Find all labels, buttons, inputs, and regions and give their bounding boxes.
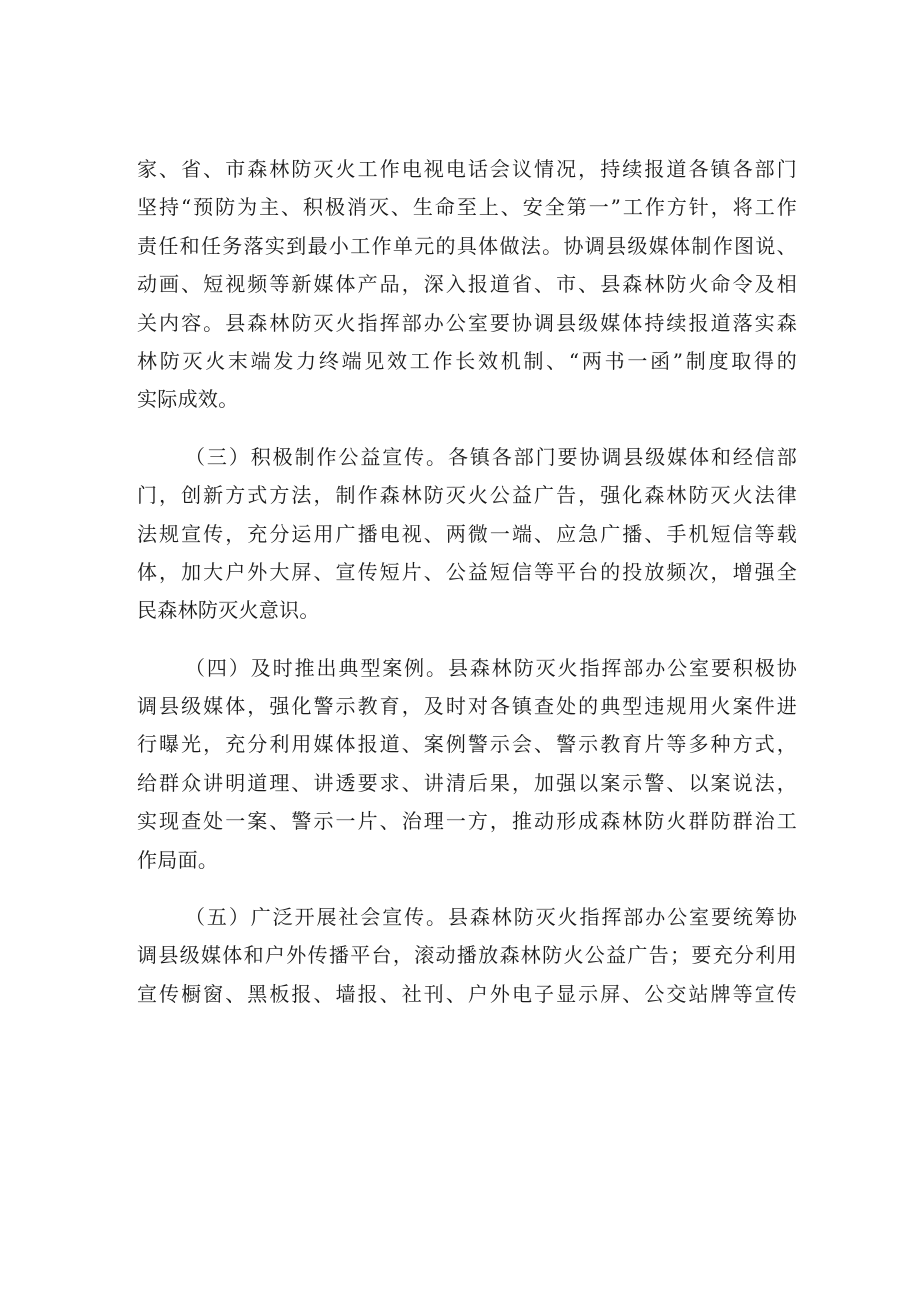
text-line: 宣传橱窗、黑板报、墙报、社刊、户外电子显示屏、公交站牌等宣传 <box>137 981 797 1006</box>
text-line: 民森林防灭火意识。 <box>137 598 320 623</box>
paragraph-gap <box>137 879 797 898</box>
text-line: 行曝光，充分利用媒体报道、案例警示会、警示教育片等多种方式， <box>137 732 797 757</box>
text-line: 实现查处一案、警示一片、治理一方，推动形成森林防火群防群治工 <box>137 809 797 834</box>
text-line: 门，创新方式方法，制作森林防灭火公益广告，强化森林防灭火法律 <box>137 483 797 508</box>
text-line: 动画、短视频等新媒体产品，深入报道省、市、县森林防火命令及相 <box>137 272 797 297</box>
text-line: 法规宣传，充分运用广播电视、两微一端、应急广播、手机短信等载 <box>137 521 797 546</box>
text-line: （四）及时推出典型案例。县森林防灭火指挥部办公室要积极协 <box>185 655 797 680</box>
text-line: 坚持“预防为主、积极消灭、生命至上、安全第一”工作方针，将工作 <box>137 195 797 220</box>
paragraph-continuation <box>137 150 797 419</box>
text-line: 给群众讲明道理、讲透要求、讲清后果，加强以案示警、以案说法， <box>137 770 797 795</box>
text-line: 实际成效。 <box>137 387 239 412</box>
paragraph-section-5 <box>137 898 797 1013</box>
text-line: 作局面。 <box>137 847 219 872</box>
text-line: 调县级媒体和户外传播平台，滚动播放森林防火公益广告；要充分利用 <box>137 943 797 968</box>
paragraph-section-3 <box>137 438 797 630</box>
text-line: 林防灭火末端发力终端见效工作长效机制、“两书一函”制度取得的 <box>137 348 797 373</box>
document-body <box>137 150 797 1013</box>
text-line: （五）广泛开展社会宣传。县森林防灭火指挥部办公室要统筹协 <box>185 905 797 930</box>
text-line: （三）积极制作公益宣传。各镇各部门要协调县级媒体和经信部 <box>185 444 797 469</box>
paragraph-gap <box>137 419 797 438</box>
text-line: 家、省、市森林防灭火工作电视电话会议情况，持续报道各镇各部门 <box>137 157 797 181</box>
text-line: 责任和任务落实到最小工作单元的具体做法。协调县级媒体制作图说、 <box>137 233 797 258</box>
text-line: 体，加大户外大屏、宣传短片、公益短信等平台的投放频次，增强全 <box>137 559 797 584</box>
paragraph-gap <box>137 630 797 649</box>
text-line: 关内容。县森林防灭火指挥部办公室要协调县级媒体持续报道落实森 <box>137 310 797 335</box>
text-line: 调县级媒体，强化警示教育，及时对各镇查处的典型违规用火案件进 <box>137 694 797 719</box>
paragraph-section-4 <box>137 649 797 879</box>
